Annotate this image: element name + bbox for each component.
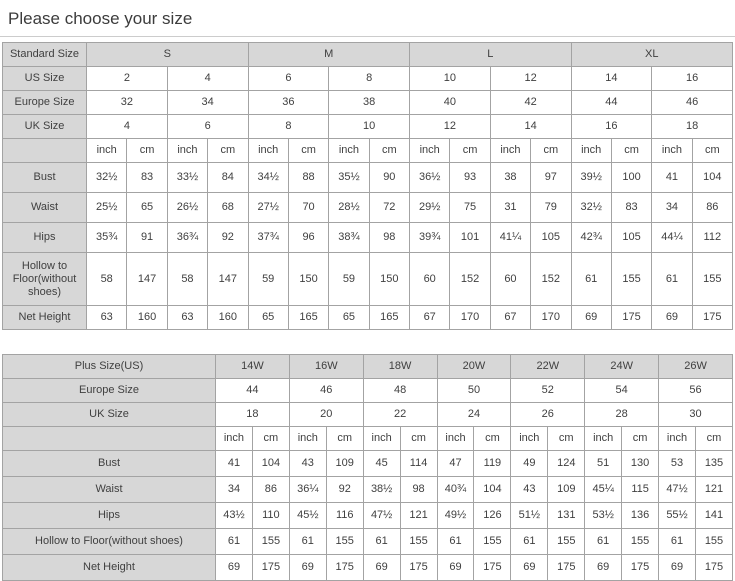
measurement-cell: 121 [695,477,732,503]
plus-size-table [2,354,733,581]
measurement-cell: 175 [400,555,437,581]
unit-cell: cm [252,427,289,451]
size-cell: 56 [659,379,733,403]
measurement-cell: 126 [474,503,511,529]
measurement-cell: 69 [289,555,326,581]
measurement-cell: 61 [571,253,611,306]
table-row [3,43,733,67]
size-cell: 40 [410,91,491,115]
unit-cell: cm [531,139,571,163]
measurement-cell: 40¾ [437,477,474,503]
measurement-cell: 141 [695,503,732,529]
measurement-cell: 100 [611,163,651,193]
table-row [3,503,733,529]
measurement-cell: 34 [216,477,253,503]
measurement-cell: 68 [208,193,248,223]
measurement-cell: 155 [695,529,732,555]
measurement-cell: 61 [363,529,400,555]
size-cell: 6 [167,115,248,139]
row-label: Bust [3,163,87,193]
size-group-header: 26W [659,355,733,379]
measurement-cell: 93 [450,163,490,193]
measurement-cell: 38 [490,163,530,193]
measurement-cell: 75 [450,193,490,223]
measurement-cell: 36¾ [167,223,207,253]
size-cell: 50 [437,379,511,403]
measurement-cell: 91 [127,223,167,253]
measurement-cell: 42¾ [571,223,611,253]
measurement-cell: 59 [248,253,288,306]
measurement-cell: 45 [363,451,400,477]
measurement-cell: 150 [369,253,409,306]
measurement-cell: 34 [652,193,692,223]
measurement-cell: 115 [622,477,659,503]
size-cell: 44 [571,91,652,115]
measurement-cell: 65 [329,306,369,330]
row-label: UK Size [3,115,87,139]
measurement-cell: 45¼ [585,477,622,503]
row-label: Net Height [3,555,216,581]
measurement-cell: 112 [692,223,732,253]
measurement-cell: 105 [611,223,651,253]
measurement-cell: 58 [167,253,207,306]
size-cell: 2 [87,67,168,91]
size-cell: 48 [363,379,437,403]
table-row [3,139,733,163]
size-cell: 16 [571,115,652,139]
measurement-cell: 63 [167,306,207,330]
row-label: Europe Size [3,379,216,403]
measurement-cell: 60 [410,253,450,306]
measurement-cell: 44¼ [652,223,692,253]
size-cell: 4 [167,67,248,91]
unit-cell: inch [437,427,474,451]
standard-size-table [2,42,733,330]
measurement-cell: 90 [369,163,409,193]
measurement-cell: 104 [692,163,732,193]
table-row [3,529,733,555]
measurement-cell: 61 [437,529,474,555]
size-cell: 42 [490,91,571,115]
size-cell: 46 [289,379,363,403]
size-group-header: L [410,43,572,67]
measurement-cell: 29½ [410,193,450,223]
table-row [3,67,733,91]
table-row [3,427,733,451]
measurement-cell: 155 [611,253,651,306]
measurement-cell: 55½ [659,503,696,529]
measurement-cell: 53½ [585,503,622,529]
measurement-cell: 43 [289,451,326,477]
unit-cell: inch [410,139,450,163]
measurement-cell: 67 [490,306,530,330]
size-group-header: 18W [363,355,437,379]
size-cell: 34 [167,91,248,115]
measurement-cell: 147 [127,253,167,306]
size-cell: 8 [248,115,329,139]
unit-cell: inch [585,427,622,451]
measurement-cell: 28½ [329,193,369,223]
size-cell: 14 [490,115,571,139]
measurement-cell: 26½ [167,193,207,223]
table-corner-label: Plus Size(US) [3,355,216,379]
measurement-cell: 124 [548,451,585,477]
measurement-cell: 175 [252,555,289,581]
measurement-cell: 175 [611,306,651,330]
size-cell: 8 [329,67,410,91]
measurement-cell: 160 [127,306,167,330]
measurement-cell: 69 [216,555,253,581]
measurement-cell: 36¼ [289,477,326,503]
table-row [3,163,733,193]
unit-cell: inch [652,139,692,163]
table-row [3,253,733,306]
size-group-header: S [87,43,249,67]
measurement-cell: 38½ [363,477,400,503]
page-title: Please choose your size [8,9,193,28]
measurement-cell: 35½ [329,163,369,193]
unit-cell: inch [216,427,253,451]
measurement-cell: 61 [511,529,548,555]
unit-cell: cm [127,139,167,163]
row-label: Hips [3,223,87,253]
measurement-cell: 155 [326,529,363,555]
row-label: Waist [3,193,87,223]
measurement-cell: 51 [585,451,622,477]
measurement-cell: 155 [252,529,289,555]
table-row [3,379,733,403]
unit-cell: inch [329,139,369,163]
measurement-cell: 88 [288,163,328,193]
measurement-cell: 131 [548,503,585,529]
measurement-cell: 69 [571,306,611,330]
measurement-cell: 51½ [511,503,548,529]
size-cell: 20 [289,403,363,427]
size-cell: 12 [410,115,491,139]
measurement-cell: 43½ [216,503,253,529]
measurement-cell: 65 [248,306,288,330]
measurement-cell: 47 [437,451,474,477]
measurement-cell: 155 [692,253,732,306]
row-label: Net Height [3,306,87,330]
measurement-cell: 61 [585,529,622,555]
row-label: US Size [3,67,87,91]
measurement-cell: 69 [437,555,474,581]
measurement-cell: 39¾ [410,223,450,253]
row-label-empty [3,139,87,163]
size-cell: 38 [329,91,410,115]
size-group-header: 22W [511,355,585,379]
size-cell: 46 [652,91,733,115]
size-cell: 52 [511,379,585,403]
table-row [3,91,733,115]
measurement-cell: 53 [659,451,696,477]
measurement-cell: 31 [490,193,530,223]
measurement-cell: 155 [400,529,437,555]
measurement-cell: 84 [208,163,248,193]
size-cell: 44 [216,379,290,403]
measurement-cell: 69 [652,306,692,330]
measurement-cell: 33½ [167,163,207,193]
measurement-cell: 110 [252,503,289,529]
measurement-cell: 98 [369,223,409,253]
unit-cell: inch [363,427,400,451]
measurement-cell: 61 [659,529,696,555]
size-group-header: 14W [216,355,290,379]
size-cell: 10 [410,67,491,91]
measurement-cell: 175 [695,555,732,581]
size-cell: 10 [329,115,410,139]
measurement-cell: 155 [622,529,659,555]
row-label: Waist [3,477,216,503]
measurement-cell: 119 [474,451,511,477]
unit-cell: cm [450,139,490,163]
unit-cell: cm [695,427,732,451]
measurement-cell: 104 [252,451,289,477]
size-group-header: 16W [289,355,363,379]
measurement-cell: 37¾ [248,223,288,253]
measurement-cell: 150 [288,253,328,306]
unit-cell: cm [288,139,328,163]
table-row [3,355,733,379]
size-cell: 28 [585,403,659,427]
unit-cell: inch [659,427,696,451]
measurement-cell: 175 [474,555,511,581]
row-label: Europe Size [3,91,87,115]
unit-cell: cm [369,139,409,163]
table-row [3,115,733,139]
size-cell: 32 [87,91,168,115]
measurement-cell: 69 [511,555,548,581]
measurement-cell: 69 [659,555,696,581]
table-row [3,223,733,253]
unit-cell: inch [248,139,288,163]
measurement-cell: 170 [531,306,571,330]
measurement-cell: 49 [511,451,548,477]
size-cell: 36 [248,91,329,115]
row-label-empty [3,427,216,451]
size-cell: 18 [652,115,733,139]
measurement-cell: 38¾ [329,223,369,253]
measurement-cell: 152 [531,253,571,306]
row-label: Bust [3,451,216,477]
measurement-cell: 70 [288,193,328,223]
measurement-cell: 116 [326,503,363,529]
measurement-cell: 47½ [363,503,400,529]
measurement-cell: 109 [326,451,363,477]
unit-cell: cm [400,427,437,451]
size-cell: 54 [585,379,659,403]
unit-cell: inch [511,427,548,451]
unit-cell: cm [622,427,659,451]
measurement-cell: 155 [548,529,585,555]
measurement-cell: 63 [87,306,127,330]
measurement-cell: 160 [208,306,248,330]
measurement-cell: 98 [400,477,437,503]
measurement-cell: 83 [127,163,167,193]
measurement-cell: 147 [208,253,248,306]
measurement-cell: 105 [531,223,571,253]
measurement-cell: 175 [326,555,363,581]
measurement-cell: 96 [288,223,328,253]
measurement-cell: 170 [450,306,490,330]
unit-cell: inch [167,139,207,163]
measurement-cell: 121 [400,503,437,529]
table-row [3,451,733,477]
size-cell: 14 [571,67,652,91]
unit-cell: cm [208,139,248,163]
measurement-cell: 25½ [87,193,127,223]
measurement-cell: 97 [531,163,571,193]
unit-cell: cm [326,427,363,451]
size-group-header: 20W [437,355,511,379]
measurement-cell: 135 [695,451,732,477]
measurement-cell: 109 [548,477,585,503]
unit-cell: inch [490,139,530,163]
size-cell: 18 [216,403,290,427]
size-cell: 26 [511,403,585,427]
measurement-cell: 114 [400,451,437,477]
measurement-cell: 83 [611,193,651,223]
size-cell: 6 [248,67,329,91]
table-row [3,193,733,223]
size-group-header: 24W [585,355,659,379]
table-row [3,306,733,330]
title-divider [0,36,735,37]
measurement-cell: 41¼ [490,223,530,253]
measurement-cell: 155 [474,529,511,555]
table-row [3,555,733,581]
size-group-header: M [248,43,410,67]
size-guide-page [0,9,735,581]
size-cell: 24 [437,403,511,427]
measurement-cell: 86 [692,193,732,223]
measurement-cell: 43 [511,477,548,503]
table-row [3,477,733,503]
measurement-cell: 39½ [571,163,611,193]
measurement-cell: 41 [216,451,253,477]
measurement-cell: 45½ [289,503,326,529]
measurement-cell: 32½ [571,193,611,223]
unit-cell: cm [611,139,651,163]
row-label: Hollow to Floor(without shoes) [3,253,87,306]
unit-cell: inch [87,139,127,163]
measurement-cell: 35¾ [87,223,127,253]
measurement-cell: 34½ [248,163,288,193]
measurement-cell: 165 [369,306,409,330]
size-cell: 4 [87,115,168,139]
measurement-cell: 41 [652,163,692,193]
measurement-cell: 79 [531,193,571,223]
measurement-cell: 175 [548,555,585,581]
measurement-cell: 72 [369,193,409,223]
measurement-cell: 67 [410,306,450,330]
row-label: Hips [3,503,216,529]
measurement-cell: 136 [622,503,659,529]
measurement-cell: 65 [127,193,167,223]
measurement-cell: 86 [252,477,289,503]
measurement-cell: 58 [87,253,127,306]
measurement-cell: 92 [208,223,248,253]
measurement-cell: 59 [329,253,369,306]
measurement-cell: 92 [326,477,363,503]
measurement-cell: 130 [622,451,659,477]
measurement-cell: 27½ [248,193,288,223]
measurement-cell: 61 [289,529,326,555]
measurement-cell: 175 [622,555,659,581]
measurement-cell: 36½ [410,163,450,193]
size-cell: 22 [363,403,437,427]
row-label: UK Size [3,403,216,427]
unit-cell: inch [571,139,611,163]
measurement-cell: 152 [450,253,490,306]
table-row [3,403,733,427]
measurement-cell: 165 [288,306,328,330]
size-cell: 16 [652,67,733,91]
measurement-cell: 60 [490,253,530,306]
unit-cell: cm [692,139,732,163]
measurement-cell: 69 [363,555,400,581]
size-group-header: XL [571,43,733,67]
measurement-cell: 32½ [87,163,127,193]
measurement-cell: 47½ [659,477,696,503]
table-corner-label: Standard Size [3,43,87,67]
row-label: Hollow to Floor(without shoes) [3,529,216,555]
measurement-cell: 61 [652,253,692,306]
unit-cell: cm [474,427,511,451]
unit-cell: cm [548,427,585,451]
measurement-cell: 175 [692,306,732,330]
measurement-cell: 61 [216,529,253,555]
unit-cell: inch [289,427,326,451]
size-cell: 30 [659,403,733,427]
measurement-cell: 101 [450,223,490,253]
measurement-cell: 69 [585,555,622,581]
size-cell: 12 [490,67,571,91]
measurement-cell: 49½ [437,503,474,529]
measurement-cell: 104 [474,477,511,503]
